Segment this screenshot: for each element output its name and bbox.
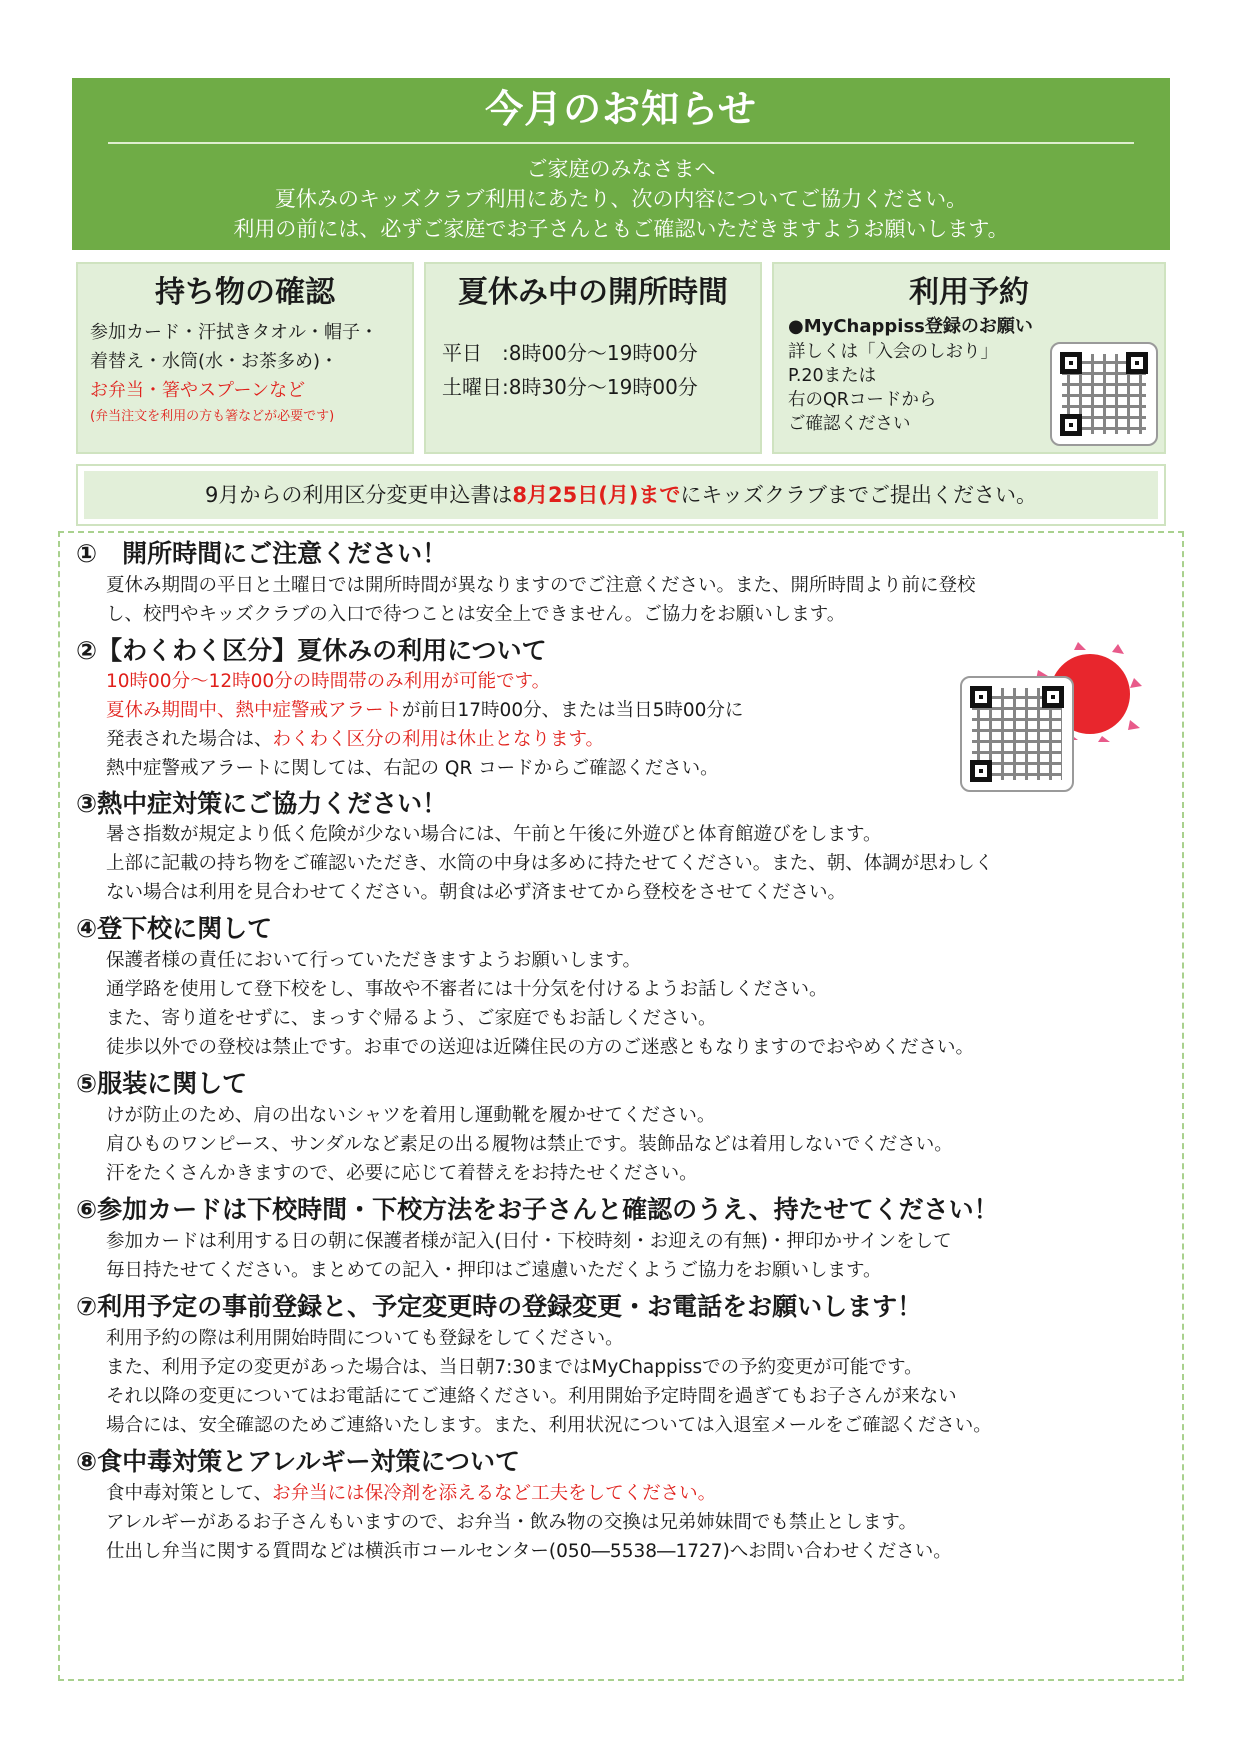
food-highlight: お弁当には保冷剤を添えるなど工夫をしてください。 — [272, 1483, 717, 1504]
header-divider — [108, 142, 1134, 144]
section-text — [106, 696, 743, 725]
section-text: 利用予約の際は利用開始時間についても登録をしてください。 — [106, 1328, 624, 1349]
items-note: (弁当注文を利用の方も箸などが必要です) — [90, 409, 335, 424]
qr-finder — [1060, 352, 1082, 374]
items-line: 着替え・水筒(水・お茶多め)・ — [90, 351, 339, 372]
section-title-1: ① 開所時間にご注意ください！ — [76, 539, 448, 568]
section-text — [106, 725, 604, 754]
section-text: 夏休み期間の平日と土曜日では開所時間が異なりますのでご注意ください。また、開所時間より前に登校 — [106, 575, 976, 596]
section-text: 徒歩以外での登校は禁止です。お車での送迎は近隣住民の方のご迷惑ともなりますのでおやめください。 — [106, 1037, 975, 1058]
hours-weekday: 平日 :8時00分～19時00分 — [442, 341, 698, 365]
section-text: 上部に記載の持ち物をご確認いただき、水筒の中身は多めに持たせてください。また、朝、体調が思わしく — [106, 853, 994, 874]
section-title-7: ⑦利用予定の事前登録と、予定変更時の登録変更・お電話をお願いします！ — [76, 1292, 923, 1321]
hours-title: 夏休み中の開所時間 — [458, 275, 728, 310]
deadline-banner — [76, 464, 1166, 526]
qr-finder — [1060, 414, 1082, 436]
items-box — [76, 262, 414, 454]
alert-condition: 発表された場合は、 — [106, 729, 273, 750]
section-text: 肩ひものワンピース、サンダルなど素足の出る履物は禁止です。装飾品などは着用しないでください。 — [106, 1134, 953, 1155]
section-text: また、利用予定の変更があった場合は、当日朝7:30まではMyChappissでの予約変更が可能です。 — [106, 1357, 923, 1378]
hours-saturday: 土曜日:8時30分～19時00分 — [442, 375, 698, 399]
section-title-3: ③熱中症対策にご協力ください！ — [76, 789, 448, 818]
section-title-2: ②【わくわく区分】夏休みの利用について — [76, 636, 547, 665]
qr-code-icon[interactable] — [1050, 342, 1158, 446]
reservation-line: 詳しくは「入会のしおり」 — [788, 342, 998, 362]
qr-finder — [970, 760, 992, 782]
items-title: 持ち物の確認 — [155, 275, 335, 310]
food-intro: 食中毒対策として、 — [106, 1483, 273, 1504]
section-text: し、校門やキッズクラブの入口で待つことは安全上できません。ご協力をお願いします。 — [106, 604, 846, 625]
qr-finder — [1126, 352, 1148, 374]
section-text: また、寄り道をせずに、まっすぐ帰るよう、ご家庭でもお話しください。 — [106, 1008, 717, 1029]
section-text: 汗をたくさんかきますので、必要に応じて着替えをお持たせください。 — [106, 1163, 698, 1184]
qr-finder — [970, 686, 992, 708]
section-title-4: ④登下校に関して — [76, 914, 273, 943]
qr-finder — [1042, 686, 1064, 708]
items-line: 参加カード・汗拭きタオル・帽子・ — [90, 322, 378, 343]
section-text: 保護者様の責任において行っていただきますようお願いします。 — [106, 950, 642, 971]
section-text: 参加カードは利用する日の朝に保護者様が記入(日付・下校時刻・お迎えの有無)・押印かサインをして — [106, 1231, 952, 1252]
header-line: 夏休みのキッズクラブ利用にあたり、次の内容についてご協力ください。 — [274, 187, 968, 211]
reservation-title: 利用予約 — [909, 275, 1029, 310]
section-text — [106, 1479, 716, 1508]
deadline-pre: 9月からの利用区分変更申込書は — [205, 483, 513, 507]
deadline-text — [84, 471, 1158, 519]
section-text: けが防止のため、肩の出ないシャツを着用し運動靴を履かせてください。 — [106, 1105, 716, 1126]
alert-name: 夏休み期間中、熱中症警戒アラート — [106, 700, 403, 721]
items-line-highlight: お弁当・箸やスプーンなど — [90, 380, 306, 401]
section-text: 通学路を使用して登下校をし、事故や不審者には十分気を付けるようお話しください。 — [106, 979, 828, 1000]
section-text: 仕出し弁当に関する質問などは横浜市コールセンター(050―5538―1727)へお問い合わせください。 — [106, 1541, 952, 1562]
alert-timing: が前日17時00分、または当日5時00分に — [402, 700, 744, 721]
header-message — [72, 154, 1170, 244]
section-text: アレルギーがあるお子さんもいますので、お弁当・飲み物の交換は兄弟姉妹間でも禁止とします。 — [106, 1512, 917, 1533]
header-line: ご家庭のみなさまへ — [526, 157, 716, 181]
notice-header — [72, 78, 1170, 250]
reservation-line: 右のQRコードから — [788, 390, 937, 410]
qr-code-icon[interactable] — [960, 676, 1074, 792]
section-title-6: ⑥参加カードは下校時間・下校方法をお子さんと確認のうえ、持たせてください！ — [76, 1195, 999, 1224]
section-title-5: ⑤服装に関して — [76, 1069, 248, 1098]
section-text: ない場合は利用を見合わせてください。朝食は必ず済ませてから登校をさせてください。 — [106, 882, 847, 903]
section-text-highlight: 10時00分～12時00分の時間帯のみ利用が可能です。 — [106, 671, 551, 692]
reservation-subtitle: ●MyChappiss登録のお願い — [788, 316, 1033, 337]
reservation-line: P.20または — [788, 366, 877, 386]
page-title: 今月のお知らせ — [485, 87, 757, 131]
reservation-line: ご確認ください — [788, 414, 911, 434]
alert-result: わくわく区分の利用は休止となります。 — [272, 729, 605, 750]
section-text: 毎日持たせてください。まとめての記入・押印はご遠慮いただくようご協力をお願いします。 — [106, 1260, 882, 1281]
section-title-8: ⑧食中毒対策とアレルギー対策について — [76, 1447, 521, 1476]
section-text: 熱中症警戒アラートに関しては、右記の QR コードからご確認ください。 — [106, 758, 719, 779]
deadline-date: 8月25日(月)まで — [512, 483, 681, 507]
section-text: 暑さ指数が規定より低く危険が少ない場合には、午前と午後に外遊びと体育館遊びをします。 — [106, 824, 882, 845]
deadline-post: にキッズクラブまでご提出ください。 — [680, 483, 1037, 507]
reservation-box — [772, 262, 1166, 454]
header-line: 利用の前には、必ずご家庭でお子さんともご確認いただきますようお願いします。 — [233, 217, 1009, 241]
section-text: 場合には、安全確認のためご連絡いたします。また、利用状況については入退室メールをご確認ください。 — [106, 1415, 992, 1436]
section-text: それ以降の変更についてはお電話にてご連絡ください。利用開始予定時間を過ぎてもお子さんが来ない — [106, 1386, 957, 1407]
hours-box — [424, 262, 762, 454]
